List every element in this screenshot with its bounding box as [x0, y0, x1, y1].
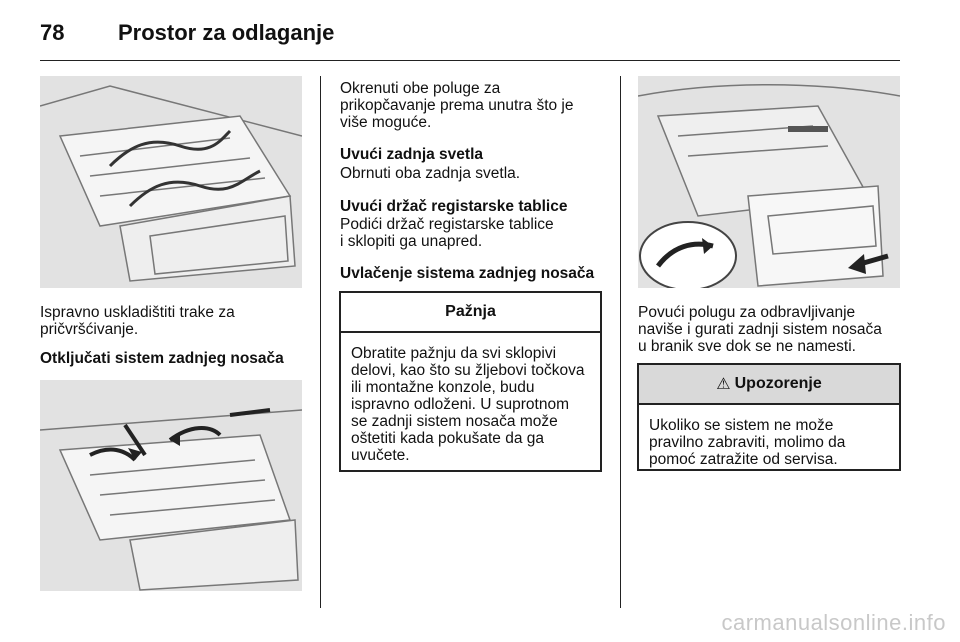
notice-box	[339, 291, 602, 472]
header-rule	[40, 60, 900, 61]
para-lights: Obrnuti oba zadnja svetla.	[340, 165, 521, 182]
figure-retract-carrier	[638, 76, 900, 288]
notice-line-3: ili montažne konzole, budu	[351, 379, 535, 396]
strap-stowage-illustration	[40, 76, 302, 288]
retract-carrier-illustration	[638, 76, 900, 288]
notice-title: Pažnja	[341, 293, 600, 333]
para-release-line-1: Povući polugu za odbravljivanje	[638, 304, 856, 321]
page-number: 78	[40, 20, 65, 45]
figure-unlock-carrier	[40, 380, 302, 591]
para-release-line-3: u branik sve dok se ne namesti.	[638, 338, 856, 355]
notice-body	[341, 333, 600, 464]
warning-box	[637, 363, 901, 471]
notice-line-6: oštetiti kada pokušate da ga	[351, 430, 545, 447]
para-plate-line-2: i sklopiti ga unapred.	[340, 233, 483, 250]
para-plate-line-1: Podići držač registarske tablice	[340, 216, 554, 233]
page-title: Prostor za odlaganje	[118, 20, 335, 45]
notice-line-1: Obratite pažnju da svi sklopivi	[351, 345, 557, 362]
heading-plate-holder: Uvući držač registarske tablice	[340, 198, 568, 215]
para-release	[638, 304, 908, 355]
warning-header	[639, 365, 899, 405]
para-levers	[340, 80, 610, 131]
unlock-carrier-illustration	[40, 380, 302, 591]
figure-strap-stowage	[40, 76, 302, 288]
warning-line-1: Ukoliko se sistem ne može	[649, 417, 834, 434]
para-straps-line-2: pričvršćivanje.	[40, 321, 139, 338]
para-levers-line-1: Okrenuti obe poluge za	[340, 80, 501, 97]
notice-line-5: se zadnji sistem nosača može	[351, 413, 558, 430]
notice-line-4: ispravno odloženi. U suprotnom	[351, 396, 569, 413]
release-lever	[788, 126, 828, 132]
para-release-line-2: naviše i gurati zadnji sistem nosača	[638, 321, 882, 338]
notice-line-2: delovi, kao što su žljebovi točkova	[351, 362, 585, 379]
heading-retract-system: Uvlačenje sistema zadnjeg nosača	[340, 265, 595, 282]
para-straps	[40, 304, 310, 338]
column-divider-1	[320, 76, 321, 608]
watermark: carmanualsonline.info	[721, 610, 946, 635]
warning-body	[639, 405, 899, 468]
para-straps-line-1: Ispravno uskladištiti trake za	[40, 304, 235, 321]
warning-line-3: pomoć zatražite od servisa.	[649, 451, 838, 468]
warning-line-2: pravilno zabraviti, molimo da	[649, 434, 846, 451]
warning-title: Upozorenje	[734, 375, 822, 392]
para-plate-holder	[340, 216, 610, 250]
heading-unlock-carrier: Otključati sistem zadnjeg nosača	[40, 350, 284, 367]
para-levers-line-2: prikopčavanje prema unutra što je	[340, 97, 574, 114]
warning-icon: ⚠	[716, 376, 731, 393]
column-divider-2	[620, 76, 621, 608]
para-levers-line-3: više moguće.	[340, 114, 432, 131]
heading-retract-lights: Uvući zadnja svetla	[340, 146, 484, 163]
notice-line-7: uvučete.	[351, 447, 410, 464]
